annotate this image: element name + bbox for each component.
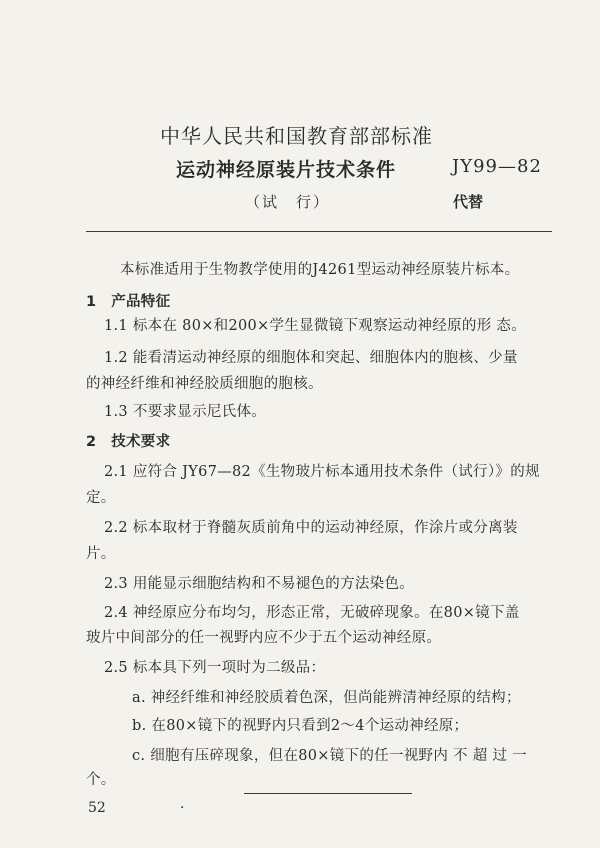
issuing-organization: 中华人民共和国教育部部标准 [160,124,433,148]
standard-code: JY99—82 [452,156,542,177]
clause-1-2-line1: 1.2 能看清运动神经原的细胞体和突起、细胞体内的胞核、少量 [104,350,518,366]
header-rule [86,231,552,232]
page-number: 52 [88,800,106,816]
section-1-heading: 1 产品特征 [86,294,171,310]
clause-2-2-line2: 片。 [86,546,116,562]
footer-rule [244,793,412,794]
clause-2-5-item-b: b. 在80×镜下的视野内只看到2～4个运动神经原； [132,718,469,734]
replaces-label: 代替 [453,193,484,211]
clause-1-1: 1.1 标本在 80×和200×学生显微镜下观察运动神经原的形 态。 [104,318,527,334]
clause-1-3: 1.3 不要求显示尼氏体。 [104,404,267,420]
trial-label: （试 行） [245,193,331,211]
clause-2-3: 2.3 用能显示细胞结构和不易褪色的方法染色。 [104,576,415,592]
clause-2-5-item-a: a. 神经纤维和神经胶质着色深，但尚能辨清神经原的结构； [132,690,521,706]
clause-1-2-line2: 的神经纤维和神经胶质细胞的胞核。 [86,376,323,392]
section-2-heading: 2 技术要求 [86,434,171,450]
footer-mark: · [180,800,185,816]
clause-2-2-line1: 2.2 标本取材于脊髓灰质前角中的运动神经原，作涂片或分离装 [104,520,518,536]
clause-2-5-item-c-line1: c. 细胞有压碎现象，但在80×镜下的任一视野内 不 超 过 一 [132,748,527,764]
document-title: 运动神经原装片技术条件 [176,159,397,181]
clause-2-4-line2: 玻片中间部分的任一视野内应不少于五个运动神经原。 [86,630,442,646]
clause-2-4-line1: 2.4 神经原应分布均匀，形态正常，无破碎现象。在80×镜下盖 [104,605,520,621]
clause-2-1-line1: 2.1 应符合 JY67—82《生物玻片标本通用技术条件（试行）》的规 [104,464,540,480]
clause-2-5-item-c-line2: 个。 [86,772,116,788]
clause-2-1-line2: 定。 [86,490,116,506]
clause-2-5: 2.5 标本具下列一项时为二级品： [104,660,326,676]
intro-paragraph: 本标准适用于生物教学使用的J4261型运动神经原装片标本。 [120,262,520,278]
